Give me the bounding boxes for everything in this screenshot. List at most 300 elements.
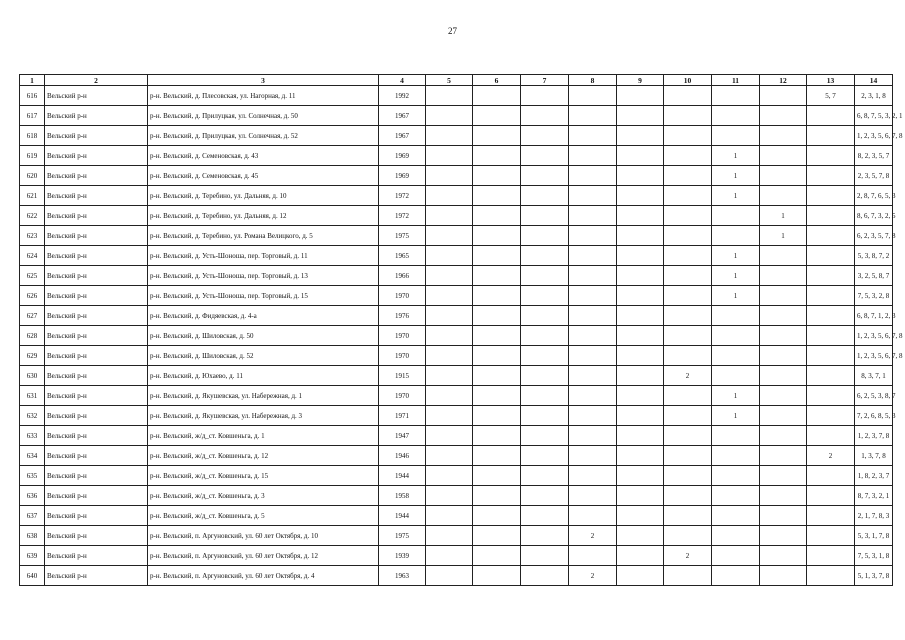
col5-cell [426,106,473,126]
col10-cell [664,326,712,346]
col5-cell [426,566,473,586]
col13-cell [807,466,855,486]
col6-cell [473,206,521,226]
col12-cell [760,186,807,206]
column-header-13: 13 [807,75,855,86]
table-row [20,266,893,286]
year-cell: 1965 [379,246,426,266]
address-cell: р-н. Вельский, ж/д_ст. Ковшеньга, д. 3 [148,486,379,506]
row-number-cell: 617 [20,106,45,126]
col10-cell [664,166,712,186]
col8-cell [569,546,617,566]
col14-cell: 6, 2, 3, 5, 7, 8 [855,226,893,246]
col13-cell: 2 [807,446,855,466]
address-cell: р-н. Вельский, п. Аргуновский, ул. 60 лет Октября, д. 10 [148,526,379,546]
col9-cell [617,86,664,106]
col10-cell [664,106,712,126]
col13-cell [807,566,855,586]
col10-cell [664,426,712,446]
col14-cell: 2, 3, 5, 7, 8 [855,166,893,186]
col9-cell [617,326,664,346]
col8-cell [569,326,617,346]
col14-cell: 1, 3, 7, 8 [855,446,893,466]
col12-cell [760,486,807,506]
col5-cell [426,246,473,266]
column-header-9: 9 [617,75,664,86]
col8-cell [569,446,617,466]
col13-cell [807,306,855,326]
year-cell: 1946 [379,446,426,466]
column-header-5: 5 [426,75,473,86]
column-header-7: 7 [521,75,569,86]
row-number-cell: 637 [20,506,45,526]
year-cell: 1947 [379,426,426,446]
address-cell: р-н. Вельский, д. Усть-Шоноша, пер. Торговый, д. 11 [148,246,379,266]
col7-cell [521,366,569,386]
col9-cell [617,126,664,146]
col7-cell [521,326,569,346]
column-header-2: 2 [45,75,148,86]
district-cell: Вельский р-н [45,446,148,466]
col8-cell [569,506,617,526]
col14-cell: 1, 2, 3, 5, 6, 7, 8 [855,326,893,346]
row-number-cell: 640 [20,566,45,586]
col14-cell: 5, 1, 3, 7, 8 [855,566,893,586]
col7-cell [521,406,569,426]
col10-cell [664,566,712,586]
col8-cell [569,366,617,386]
district-cell: Вельский р-н [45,166,148,186]
col10-cell [664,486,712,506]
column-header-4: 4 [379,75,426,86]
col13-cell [807,506,855,526]
col6-cell [473,466,521,486]
col8-cell [569,386,617,406]
col8-cell [569,166,617,186]
district-cell: Вельский р-н [45,186,148,206]
col5-cell [426,226,473,246]
address-cell: р-н. Вельский, д. Плесовская, ул. Нагорная, д. 11 [148,86,379,106]
col11-cell: 1 [712,286,760,306]
col14-cell: 1, 2, 3, 5, 6, 7, 8 [855,346,893,366]
col9-cell [617,306,664,326]
column-header-11: 11 [712,75,760,86]
year-cell: 1970 [379,286,426,306]
row-number-cell: 630 [20,366,45,386]
col9-cell [617,566,664,586]
col12-cell [760,246,807,266]
address-cell: р-н. Вельский, д. Теребино, ул. Дальняя, д. 10 [148,186,379,206]
year-cell: 1972 [379,186,426,206]
address-cell: р-н. Вельский, д. Юхаево, д. 11 [148,366,379,386]
col5-cell [426,526,473,546]
col7-cell [521,466,569,486]
col14-cell: 1, 2, 3, 5, 6, 7, 8 [855,126,893,146]
table-row [20,146,893,166]
district-cell: Вельский р-н [45,366,148,386]
row-number-cell: 633 [20,426,45,446]
year-cell: 1970 [379,386,426,406]
col12-cell [760,266,807,286]
col13-cell [807,486,855,506]
row-number-cell: 618 [20,126,45,146]
col5-cell [426,406,473,426]
col8-cell [569,126,617,146]
year-cell: 1969 [379,166,426,186]
col11-cell [712,566,760,586]
address-cell: р-н. Вельский, п. Аргуновский, ул. 60 лет Октября, д. 4 [148,566,379,586]
col5-cell [426,426,473,446]
col13-cell [807,186,855,206]
col11-cell: 1 [712,146,760,166]
col14-cell: 6, 8, 7, 5, 3, 2, 1 [855,106,893,126]
address-cell: р-н. Вельский, д. Семеновская, д. 43 [148,146,379,166]
table-row [20,126,893,146]
col6-cell [473,506,521,526]
col14-cell: 3, 2, 5, 8, 7 [855,266,893,286]
col7-cell [521,386,569,406]
col11-cell [712,546,760,566]
col7-cell [521,206,569,226]
col12-cell [760,126,807,146]
col10-cell: 2 [664,546,712,566]
col13-cell [807,406,855,426]
col12-cell [760,286,807,306]
col5-cell [426,386,473,406]
col8-cell [569,146,617,166]
year-cell: 1944 [379,506,426,526]
col14-cell: 6, 2, 5, 3, 8, 7 [855,386,893,406]
col7-cell [521,446,569,466]
col6-cell [473,86,521,106]
col9-cell [617,346,664,366]
col5-cell [426,286,473,306]
col7-cell [521,266,569,286]
col5-cell [426,126,473,146]
col13-cell [807,526,855,546]
col10-cell [664,246,712,266]
col7-cell [521,486,569,506]
row-number-cell: 624 [20,246,45,266]
row-number-cell: 621 [20,186,45,206]
col5-cell [426,366,473,386]
col14-cell: 7, 2, 6, 8, 5, 3 [855,406,893,426]
col11-cell [712,226,760,246]
column-header-8: 8 [569,75,617,86]
col12-cell [760,406,807,426]
district-cell: Вельский р-н [45,526,148,546]
col7-cell [521,506,569,526]
col12-cell [760,506,807,526]
col10-cell [664,86,712,106]
col11-cell [712,466,760,486]
col14-cell: 1, 2, 3, 7, 8 [855,426,893,446]
district-cell: Вельский р-н [45,226,148,246]
year-cell: 1966 [379,266,426,286]
col14-cell: 2, 1, 7, 8, 3 [855,506,893,526]
col6-cell [473,446,521,466]
col8-cell [569,346,617,366]
col7-cell [521,566,569,586]
table-row [20,86,893,106]
col9-cell [617,526,664,546]
col7-cell [521,286,569,306]
col14-cell: 5, 3, 8, 7, 2 [855,246,893,266]
address-cell: р-н. Вельский, д. Семеновская, д. 45 [148,166,379,186]
col6-cell [473,486,521,506]
col6-cell [473,266,521,286]
col13-cell [807,146,855,166]
col8-cell: 2 [569,566,617,586]
register-table [19,74,903,586]
col5-cell [426,546,473,566]
col8-cell [569,486,617,506]
col6-cell [473,526,521,546]
column-header-1: 1 [20,75,45,86]
col6-cell [473,426,521,446]
col6-cell [473,146,521,166]
col12-cell [760,86,807,106]
col5-cell [426,486,473,506]
row-number-cell: 616 [20,86,45,106]
district-cell: Вельский р-н [45,206,148,226]
district-cell: Вельский р-н [45,406,148,426]
col12-cell [760,346,807,366]
col9-cell [617,286,664,306]
year-cell: 1944 [379,466,426,486]
address-cell: р-н. Вельский, д. Шиловская, д. 52 [148,346,379,366]
col12-cell: 1 [760,206,807,226]
col13-cell [807,346,855,366]
district-cell: Вельский р-н [45,86,148,106]
district-cell: Вельский р-н [45,246,148,266]
col13-cell [807,166,855,186]
col13-cell [807,246,855,266]
col12-cell [760,526,807,546]
col6-cell [473,366,521,386]
table-row [20,526,893,546]
col9-cell [617,166,664,186]
table-row [20,246,893,266]
year-cell: 1969 [379,146,426,166]
year-cell: 1992 [379,86,426,106]
col10-cell [664,406,712,426]
col11-cell: 1 [712,246,760,266]
col10-cell [664,346,712,366]
col13-cell [807,286,855,306]
table-row [20,566,893,586]
district-cell: Вельский р-н [45,146,148,166]
col6-cell [473,126,521,146]
table-row [20,186,893,206]
year-cell: 1958 [379,486,426,506]
col10-cell [664,186,712,206]
col11-cell [712,206,760,226]
col12-cell [760,566,807,586]
row-number-cell: 627 [20,306,45,326]
col8-cell [569,226,617,246]
col6-cell [473,246,521,266]
table-row [20,466,893,486]
col5-cell [426,466,473,486]
col13-cell [807,426,855,446]
col7-cell [521,526,569,546]
col11-cell [712,86,760,106]
col9-cell [617,426,664,446]
col10-cell [664,286,712,306]
district-cell: Вельский р-н [45,326,148,346]
row-number-cell: 636 [20,486,45,506]
col8-cell [569,86,617,106]
year-cell: 1975 [379,226,426,246]
col11-cell: 1 [712,386,760,406]
district-cell: Вельский р-н [45,486,148,506]
col12-cell [760,426,807,446]
col10-cell [664,126,712,146]
row-number-cell: 623 [20,226,45,246]
row-number-cell: 631 [20,386,45,406]
col8-cell [569,406,617,426]
col13-cell [807,266,855,286]
col8-cell [569,206,617,226]
district-cell: Вельский р-н [45,426,148,446]
col10-cell [664,146,712,166]
table-row [20,546,893,566]
year-cell: 1975 [379,526,426,546]
col11-cell [712,126,760,146]
address-cell: р-н. Вельский, д. Якушевская, ул. Набережная, д. 1 [148,386,379,406]
col14-cell: 7, 5, 3, 1, 8 [855,546,893,566]
table-row [20,326,893,346]
col8-cell [569,246,617,266]
col10-cell [664,306,712,326]
col13-cell [807,106,855,126]
table-row [20,426,893,446]
col9-cell [617,406,664,426]
col5-cell [426,266,473,286]
district-cell: Вельский р-н [45,566,148,586]
col13-cell [807,206,855,226]
col10-cell [664,526,712,546]
col8-cell [569,106,617,126]
col6-cell [473,386,521,406]
district-cell: Вельский р-н [45,106,148,126]
col13-cell [807,326,855,346]
row-number-cell: 620 [20,166,45,186]
col12-cell [760,446,807,466]
address-cell: р-н. Вельский, п. Аргуновский, ул. 60 лет Октября, д. 12 [148,546,379,566]
address-cell: р-н. Вельский, д. Теребино, ул. Романа Велицкого, д. 5 [148,226,379,246]
col12-cell [760,466,807,486]
col5-cell [426,326,473,346]
col10-cell [664,226,712,246]
col14-cell: 1, 8, 2, 3, 7 [855,466,893,486]
col11-cell [712,446,760,466]
col11-cell: 1 [712,186,760,206]
district-cell: Вельский р-н [45,346,148,366]
col6-cell [473,406,521,426]
col9-cell [617,226,664,246]
page-number: 27 [448,26,457,36]
col14-cell: 6, 8, 7, 1, 2, 3 [855,306,893,326]
col6-cell [473,306,521,326]
col10-cell: 2 [664,366,712,386]
col14-cell: 8, 7, 3, 2, 1 [855,486,893,506]
address-cell: р-н. Вельский, д. Прилуцкая, ул. Солнечная, д. 52 [148,126,379,146]
col10-cell [664,466,712,486]
col8-cell [569,286,617,306]
col13-cell [807,226,855,246]
col9-cell [617,546,664,566]
table-row [20,106,893,126]
col8-cell [569,306,617,326]
address-cell: р-н. Вельский, д. Фидяевская, д. 4-а [148,306,379,326]
col12-cell [760,366,807,386]
col7-cell [521,146,569,166]
address-cell: р-н. Вельский, д. Шиловская, д. 50 [148,326,379,346]
col5-cell [426,206,473,226]
col10-cell [664,386,712,406]
row-number-cell: 635 [20,466,45,486]
table-row [20,386,893,406]
col9-cell [617,106,664,126]
row-number-cell: 622 [20,206,45,226]
col9-cell [617,506,664,526]
col11-cell [712,106,760,126]
col11-cell [712,426,760,446]
col12-cell [760,386,807,406]
table-row [20,406,893,426]
row-number-cell: 632 [20,406,45,426]
col7-cell [521,306,569,326]
address-cell: р-н. Вельский, ж/д_ст. Ковшеньга, д. 1 [148,426,379,446]
col5-cell [426,346,473,366]
district-cell: Вельский р-н [45,386,148,406]
year-cell: 1967 [379,126,426,146]
col12-cell [760,546,807,566]
row-number-cell: 628 [20,326,45,346]
col5-cell [426,186,473,206]
col11-cell [712,326,760,346]
col9-cell [617,366,664,386]
column-header-10: 10 [664,75,712,86]
col8-cell [569,466,617,486]
district-cell: Вельский р-н [45,306,148,326]
col9-cell [617,266,664,286]
col13-cell [807,126,855,146]
column-header-14: 14 [855,75,893,86]
row-number-cell: 634 [20,446,45,466]
col5-cell [426,86,473,106]
col9-cell [617,246,664,266]
col9-cell [617,386,664,406]
row-number-cell: 639 [20,546,45,566]
table-row [20,366,893,386]
col6-cell [473,326,521,346]
col11-cell [712,366,760,386]
col11-cell: 1 [712,266,760,286]
table-row [20,166,893,186]
col7-cell [521,106,569,126]
col7-cell [521,426,569,446]
col10-cell [664,206,712,226]
col11-cell [712,526,760,546]
district-cell: Вельский р-н [45,466,148,486]
district-cell: Вельский р-н [45,506,148,526]
col12-cell [760,146,807,166]
col11-cell [712,346,760,366]
year-cell: 1972 [379,206,426,226]
